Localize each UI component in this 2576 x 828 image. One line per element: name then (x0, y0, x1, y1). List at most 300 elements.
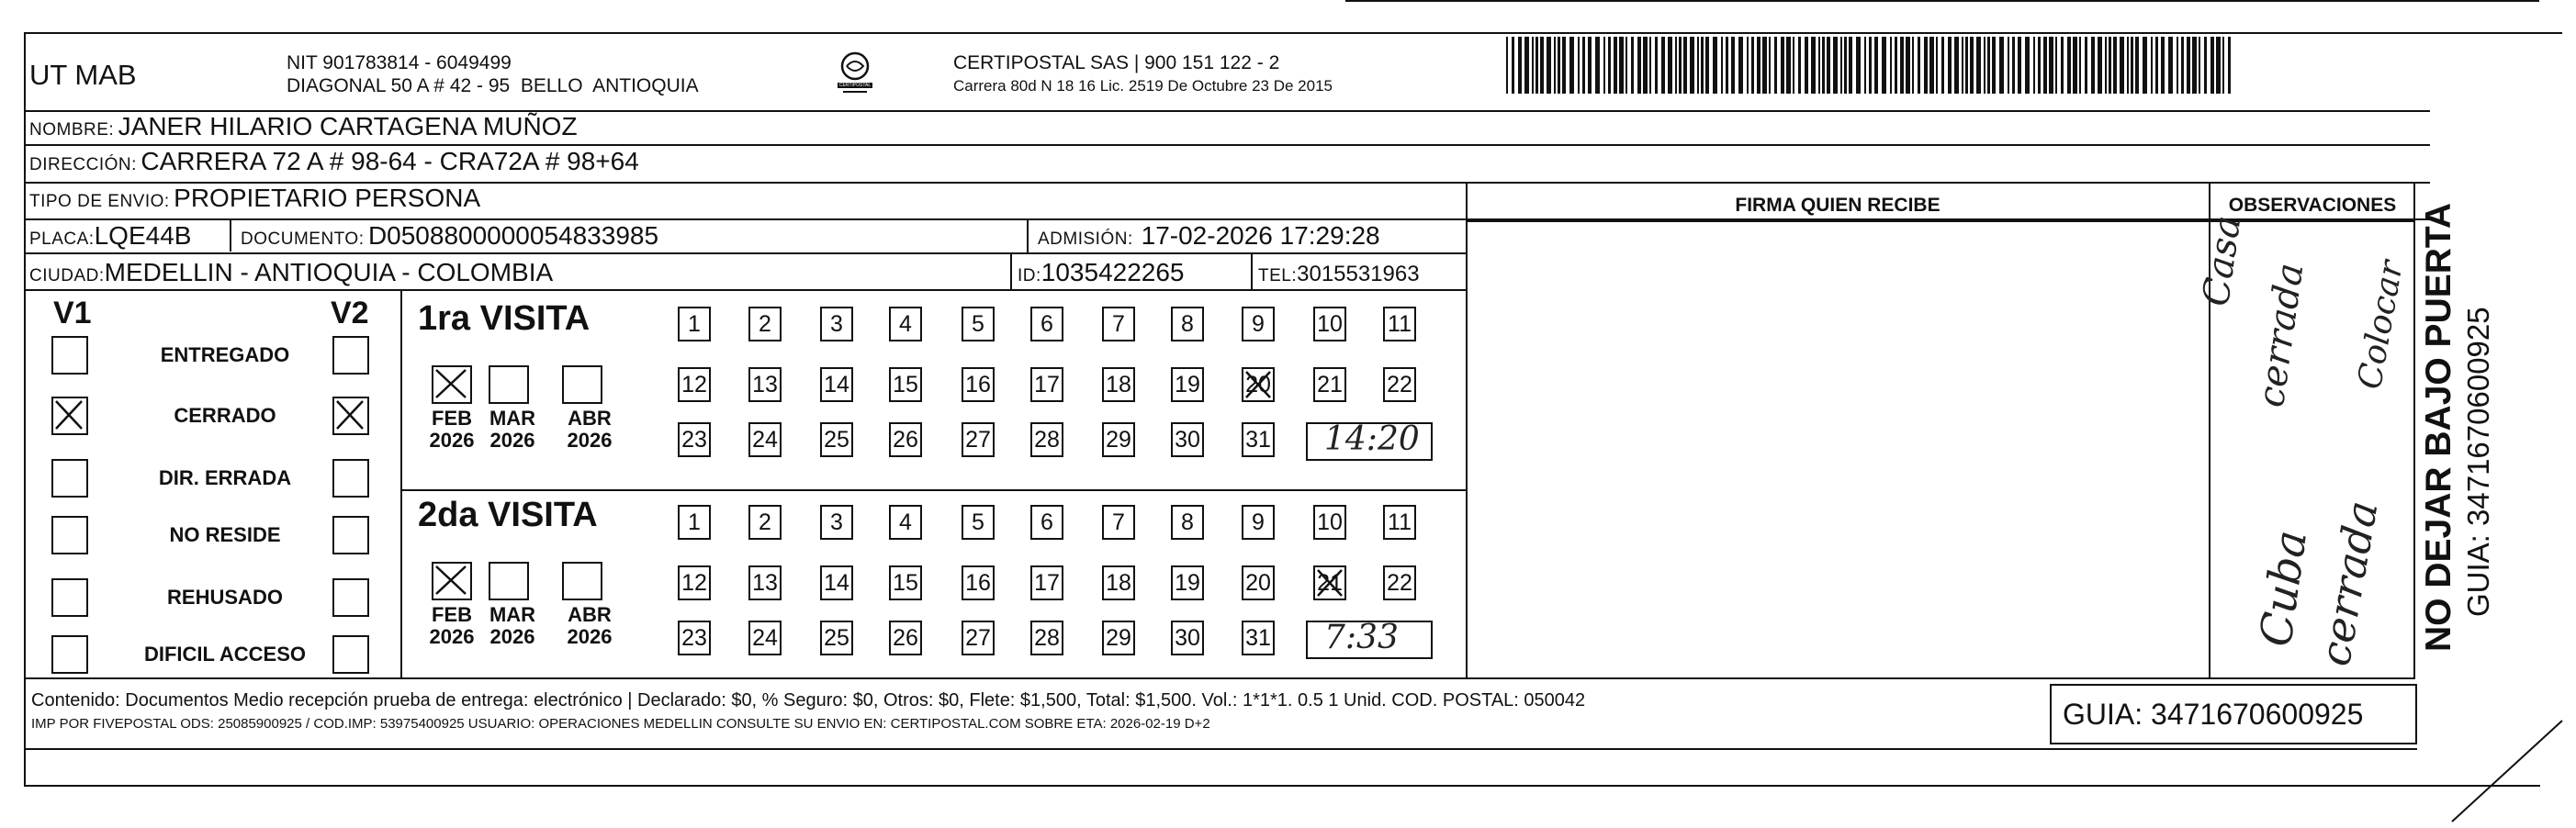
day-box[interactable] (1383, 505, 1416, 540)
barcode-bar (1762, 37, 1767, 94)
day-box[interactable] (962, 505, 995, 540)
barcode-bar (1518, 37, 1522, 94)
barcode-bar (1655, 37, 1658, 94)
barcode-bar (1512, 37, 1514, 94)
footer-bottom-line (24, 748, 2417, 750)
barcode-bar (1912, 37, 1914, 94)
day-number: 9 (1252, 310, 1265, 337)
barcode-bar (1631, 37, 1634, 94)
barcode-bar (1941, 37, 1944, 94)
day-box[interactable] (889, 621, 922, 655)
barcode-bar (1540, 37, 1544, 94)
day-box[interactable] (678, 565, 711, 600)
barcode-bar (1900, 37, 1904, 94)
day-number: 9 (1252, 509, 1265, 535)
day-number: 22 (1387, 371, 1412, 397)
month-label-line: 2026 (429, 625, 475, 648)
barcode-bar (1781, 37, 1784, 94)
nombre-value: JANER HILARIO CARTAGENA MUÑOZ (118, 112, 578, 140)
obs-handwriting-5: Colocar (2351, 257, 2411, 393)
day-box[interactable] (889, 367, 922, 402)
day-number: 16 (965, 569, 991, 596)
row-admision (1038, 221, 1380, 251)
day-box[interactable] (1030, 422, 1063, 457)
day-box[interactable] (678, 621, 711, 655)
visits-mid-line (400, 489, 1466, 491)
barcode-bar (2038, 37, 2041, 94)
barcode-bar (1726, 37, 1728, 94)
barcode-bar (1625, 37, 1627, 94)
day-box[interactable] (1030, 565, 1063, 600)
barcode-bar (1705, 37, 1709, 94)
barcode-bar (1619, 37, 1624, 94)
barcode-bar (1805, 37, 1808, 94)
placa-divider (230, 220, 231, 252)
day-box[interactable] (889, 422, 922, 457)
day-box[interactable] (1242, 367, 1275, 402)
day-number: 2 (759, 310, 771, 337)
barcode-bar (1833, 37, 1838, 94)
reason-label: NO RESIDE (169, 523, 281, 546)
row-id (1018, 258, 1185, 287)
day-box[interactable] (962, 307, 995, 341)
day-box[interactable] (1313, 505, 1346, 540)
day-box[interactable] (1171, 367, 1204, 402)
day-number: 29 (1106, 426, 1131, 453)
barcode-bar (1965, 37, 1968, 94)
day-number: 1 (688, 310, 701, 337)
day-box[interactable] (820, 621, 853, 655)
day-box[interactable] (1030, 621, 1063, 655)
day-box[interactable] (820, 565, 853, 600)
day-number: 17 (1034, 569, 1060, 596)
reason-label: REHUSADO (167, 586, 283, 609)
month-label-line: MAR (489, 407, 536, 430)
v1-label: V1 (53, 296, 92, 330)
v2-checkbox[interactable] (332, 516, 369, 554)
month-label-line: MAR (489, 603, 536, 626)
obs-right-border (2413, 184, 2415, 677)
day-box[interactable] (1242, 621, 1275, 655)
barcode-bar (1535, 37, 1538, 94)
barcode-bar (2033, 37, 2035, 94)
day-box[interactable] (1242, 422, 1275, 457)
month-checkbox[interactable] (562, 365, 602, 404)
admision-divider (1027, 220, 1029, 253)
barcode-bar (1637, 37, 1641, 94)
barcode-bar (1793, 37, 1794, 94)
visits-top-line (24, 289, 1466, 291)
logo-text: CERTIPOSTAL (838, 83, 872, 88)
barcode-bar (1547, 37, 1551, 94)
row-line-4 (24, 252, 1466, 254)
id-label: ID: (1018, 266, 1041, 285)
barcode-bar (2018, 37, 2021, 94)
month-label-line: 2026 (489, 429, 535, 452)
corner-curl (2443, 716, 2571, 826)
day-box[interactable] (1171, 505, 1204, 540)
barcode-bar (1603, 37, 1605, 94)
day-number: 27 (965, 426, 991, 453)
day-number: 12 (681, 371, 707, 397)
barcode-bar (1906, 37, 1910, 94)
day-number: 3 (830, 310, 843, 337)
barcode-bar (2079, 37, 2081, 94)
barcode-bar (2120, 37, 2124, 94)
day-box[interactable] (748, 307, 782, 341)
day-number: 6 (1041, 310, 1053, 337)
barcode-bar (1697, 37, 1699, 94)
day-number: 18 (1106, 371, 1131, 397)
day-box[interactable] (1171, 307, 1204, 341)
barcode-bar (1811, 37, 1816, 94)
barcode-bar (2168, 37, 2173, 94)
day-number: 1 (688, 509, 701, 535)
v1-checkbox[interactable] (51, 397, 88, 435)
time-handwritten: 14:20 (1324, 420, 1420, 458)
row-nombre (29, 112, 578, 145)
v1-checkbox[interactable] (51, 578, 88, 617)
day-number: 13 (752, 371, 778, 397)
v2-checkbox[interactable] (332, 635, 369, 674)
barcode-bar (1786, 37, 1791, 94)
month-label (562, 408, 617, 452)
v2-checkbox[interactable] (332, 578, 369, 617)
visits-bottom-line (24, 677, 2415, 679)
tipo-label: TIPO DE ENVIO: (29, 192, 170, 211)
reason-label: CERRADO (174, 404, 276, 427)
barcode-bar (1690, 37, 1694, 94)
month-label-line: 2026 (489, 625, 535, 648)
v2-label: V2 (331, 296, 369, 330)
month-checkbox[interactable] (489, 562, 529, 600)
day-box[interactable] (1242, 565, 1275, 600)
row-tipo (29, 184, 480, 213)
obs-handwriting-1: Casa (2195, 213, 2250, 309)
day-number: 7 (1112, 310, 1125, 337)
barcode-bar (1582, 37, 1585, 94)
day-number: 5 (972, 310, 984, 337)
day-number: 19 (1175, 371, 1200, 397)
barcode-bar (1731, 37, 1735, 94)
day-number: 4 (899, 509, 912, 535)
barcode-bar (2161, 37, 2165, 94)
day-box[interactable] (962, 621, 995, 655)
barcode-bar (1608, 37, 1611, 94)
barcode-bar (1713, 37, 1717, 94)
day-number: 22 (1387, 569, 1412, 596)
day-number: 27 (965, 624, 991, 651)
day-box[interactable] (1102, 422, 1135, 457)
barcode-bar (1524, 37, 1529, 94)
barcode-bar (2098, 37, 2102, 94)
row-line-1 (24, 144, 2430, 146)
barcode-bar (2025, 37, 2030, 94)
barcode-bar (2073, 37, 2077, 94)
month-checkbox[interactable] (432, 365, 472, 404)
barcode-bar (2199, 37, 2200, 94)
barcode-bar (2043, 37, 2047, 94)
day-box[interactable] (1383, 307, 1416, 341)
day-box[interactable] (678, 505, 711, 540)
day-box[interactable] (889, 307, 922, 341)
row-ciudad (29, 258, 553, 287)
row-direccion (29, 147, 639, 180)
barcode-bar (1929, 37, 1934, 94)
barcode-bar (1936, 37, 1938, 94)
footer-imp: IMP POR FIVEPOSTAL ODS: 25085900925 / COD.IMP: 53975400925 USUARIO: OPERACIONES MEDELLIN CONSULTE SU ENVIO EN: CERTIPOSTAL.COM SOBRE ETA: 2026-02-19 D+2 (31, 716, 1210, 732)
day-number: 4 (899, 310, 912, 337)
day-number: 30 (1175, 426, 1200, 453)
day-number: 8 (1181, 310, 1194, 337)
tipo-value: PROPIETARIO PERSONA (174, 184, 481, 212)
nit-line: NIT 901783814 - 6049499 (287, 52, 512, 73)
day-box[interactable] (678, 422, 711, 457)
day-box[interactable] (748, 422, 782, 457)
day-box[interactable] (889, 565, 922, 600)
tel-divider (1251, 254, 1253, 289)
barcode-bar (1992, 37, 1996, 94)
side-guia-text: GUIA: 3471670600925 (2461, 307, 2495, 617)
certipostal-line: CERTIPOSTAL SAS | 900 151 122 - 2 (953, 52, 1280, 73)
day-box[interactable] (1030, 307, 1063, 341)
day-number: 31 (1245, 624, 1271, 651)
day-box[interactable] (1383, 565, 1416, 600)
day-number: 24 (752, 426, 778, 453)
day-number: 14 (824, 569, 849, 596)
barcode-bar (1984, 37, 1985, 94)
day-number: 3 (830, 509, 843, 535)
day-number: 23 (681, 624, 707, 651)
barcode-bar (1890, 37, 1892, 94)
obs-handwriting-4: cerrada (2310, 497, 2388, 670)
footer-contenido: Contenido: Documentos Medio recepción prueba de entrega: electrónico | Declarado: $0, % Seguro: $0, Otros: $0, Flete: $1,500, Total: $1,500. Vol.: 1*1*1. 0.5 1 Unid. COD. POSTAL: 050042 (31, 690, 1586, 711)
reason-label: DIFICIL ACCESO (143, 643, 306, 666)
day-box[interactable] (1313, 565, 1346, 600)
day-number: 25 (824, 426, 849, 453)
day-box[interactable] (748, 565, 782, 600)
firma-left-border (1466, 184, 1468, 677)
barcode-bar (2228, 37, 2231, 94)
barcode-bar (1675, 37, 1677, 94)
barcode-bar (1844, 37, 1847, 94)
day-box[interactable] (1102, 565, 1135, 600)
month-checkbox[interactable] (562, 562, 602, 600)
day-number: 24 (752, 624, 778, 651)
row-documento (241, 221, 658, 251)
day-box[interactable] (1030, 505, 1063, 540)
day-box[interactable] (678, 367, 711, 402)
v1-checkbox[interactable] (51, 336, 88, 375)
barcode-bar (1751, 37, 1754, 94)
day-number: 19 (1175, 569, 1200, 596)
v1-checkbox[interactable] (51, 459, 88, 498)
barcode-bar (1701, 37, 1704, 94)
barcode-bar (1738, 37, 1743, 94)
barcode-bar (1558, 37, 1560, 94)
barcode-bar (1864, 37, 1866, 94)
day-box[interactable] (1030, 367, 1063, 402)
barcode-bar (2012, 37, 2015, 94)
day-x-mark (1315, 567, 1346, 607)
barcode-bar (1882, 37, 1886, 94)
row-tel (1258, 262, 1420, 287)
barcode-bar (1970, 37, 1974, 94)
barcode-bar (1818, 37, 1820, 94)
day-box[interactable] (962, 367, 995, 402)
day-box[interactable] (1171, 565, 1204, 600)
barcode-bar (2131, 37, 2133, 94)
day-number: 29 (1106, 624, 1131, 651)
obs-handwriting-3: Cuba (2250, 527, 2318, 650)
second-visit-title: 2da VISITA (418, 496, 598, 534)
barcode-bar (2222, 37, 2224, 94)
day-number: 2 (759, 509, 771, 535)
day-box[interactable] (1242, 505, 1275, 540)
barcode-bar (1918, 37, 1920, 94)
day-number: 5 (972, 509, 984, 535)
license-line: Carrera 80d N 18 16 Lic. 2519 De Octubre 23 De 2015 (953, 77, 1333, 95)
month-label (485, 408, 540, 452)
day-number: 7 (1112, 509, 1125, 535)
row-placa (29, 221, 191, 251)
day-box[interactable] (748, 621, 782, 655)
day-number: 17 (1034, 371, 1060, 397)
v2-checkbox[interactable] (332, 336, 369, 375)
barcode-bar (2061, 37, 2064, 94)
nombre-label: NOMBRE: (29, 120, 115, 140)
barcode-bar (1614, 37, 1617, 94)
address-line: DIAGONAL 50 A # 42 - 95 BELLO ANTIOQUIA (287, 75, 699, 96)
barcode-bar (1649, 37, 1651, 94)
day-number: 23 (681, 426, 707, 453)
month-checkbox[interactable] (432, 562, 472, 600)
v1-checkbox[interactable] (51, 516, 88, 554)
day-box[interactable] (820, 367, 853, 402)
month-label (424, 604, 479, 648)
day-number: 20 (1245, 569, 1271, 596)
day-box[interactable] (820, 307, 853, 341)
barcode-bar (1999, 37, 2004, 94)
barcode-bar (1554, 37, 1556, 94)
barcode-bar (1827, 37, 1830, 94)
v1-checkbox[interactable] (51, 635, 88, 674)
month-label (424, 408, 479, 452)
barcode-bar (1769, 37, 1771, 94)
barcode-bar (2204, 37, 2207, 94)
day-number: 10 (1317, 509, 1343, 535)
company-name: UT MAB (29, 59, 137, 91)
day-box[interactable] (889, 505, 922, 540)
id-value: 1035422265 (1041, 258, 1185, 286)
day-number: 18 (1106, 569, 1131, 596)
day-box[interactable] (1102, 505, 1135, 540)
barcode-bar (2085, 37, 2087, 94)
v2-checkbox[interactable] (332, 397, 369, 435)
day-box[interactable] (820, 505, 853, 540)
first-visit-title: 1ra VISITA (418, 299, 591, 338)
observaciones-label: OBSERVACIONES (2228, 195, 2397, 216)
admision-value: 17-02-2026 17:29:28 (1141, 221, 1380, 250)
barcode-bar (2151, 37, 2153, 94)
barcode-bar (1721, 37, 1723, 94)
no-dejar-text: NO DEJAR BAJO PUERTA (2419, 202, 2458, 652)
day-box[interactable] (678, 307, 711, 341)
documento-value: D0508800000054833985 (367, 221, 659, 250)
day-number: 16 (965, 371, 991, 397)
barcode-bar (1588, 37, 1592, 94)
reason-label: DIR. ERRADA (158, 466, 292, 489)
barcode-bar (1683, 37, 1687, 94)
barcode-bar (1747, 37, 1749, 94)
day-box[interactable] (1102, 367, 1135, 402)
barcode-bar (1679, 37, 1682, 94)
day-box[interactable] (748, 505, 782, 540)
barcode-bar (1562, 37, 1566, 94)
barcode-bar (2192, 37, 2197, 94)
day-box[interactable] (1102, 621, 1135, 655)
tel-value: 3015531963 (1297, 262, 1420, 286)
day-box[interactable] (820, 422, 853, 457)
barcode-bar (2049, 37, 2053, 94)
day-box[interactable] (1242, 307, 1275, 341)
placa-value: LQE44B (94, 221, 192, 250)
barcode-bar (1798, 37, 1801, 94)
day-box[interactable] (1313, 367, 1346, 402)
barcode-bar (2113, 37, 2117, 94)
time-box (1306, 621, 1433, 659)
barcode-bar (1895, 37, 1897, 94)
day-number: 21 (1317, 371, 1343, 397)
barcode-bar (1668, 37, 1672, 94)
barcode-bar (1578, 37, 1580, 94)
day-box[interactable] (1313, 307, 1346, 341)
barcode-bar (1849, 37, 1852, 94)
day-number: 15 (893, 371, 918, 397)
day-number: 12 (681, 569, 707, 596)
v2-checkbox[interactable] (332, 459, 369, 498)
day-box[interactable] (962, 565, 995, 600)
month-label (485, 604, 540, 648)
day-box[interactable] (1171, 422, 1204, 457)
day-number: 13 (752, 569, 778, 596)
time-box (1306, 422, 1433, 461)
barcode-bar (2187, 37, 2190, 94)
day-box[interactable] (962, 422, 995, 457)
day-number: 10 (1317, 310, 1343, 337)
barcode-bar (1774, 37, 1777, 94)
month-checkbox[interactable] (489, 365, 529, 404)
day-number: 28 (1034, 624, 1060, 651)
barcode-bar (2067, 37, 2071, 94)
direccion-label: DIRECCIÓN: (29, 155, 137, 174)
barcode-bar (1757, 37, 1760, 94)
time-handwritten: 7:33 (1324, 619, 1399, 656)
day-box[interactable] (1383, 367, 1416, 402)
barcode-bar (2181, 37, 2184, 94)
barcode-bar (2105, 37, 2107, 94)
day-box[interactable] (748, 367, 782, 402)
month-label-line: 2026 (429, 429, 475, 452)
day-number: 26 (893, 624, 918, 651)
month-label-line: FEB (432, 407, 472, 430)
month-label-line: ABR (568, 407, 612, 430)
barcode-bar (1948, 37, 1952, 94)
barcode-bar (2109, 37, 2111, 94)
day-box[interactable] (1102, 307, 1135, 341)
barcode-bar (2210, 37, 2214, 94)
day-box[interactable] (1171, 621, 1204, 655)
